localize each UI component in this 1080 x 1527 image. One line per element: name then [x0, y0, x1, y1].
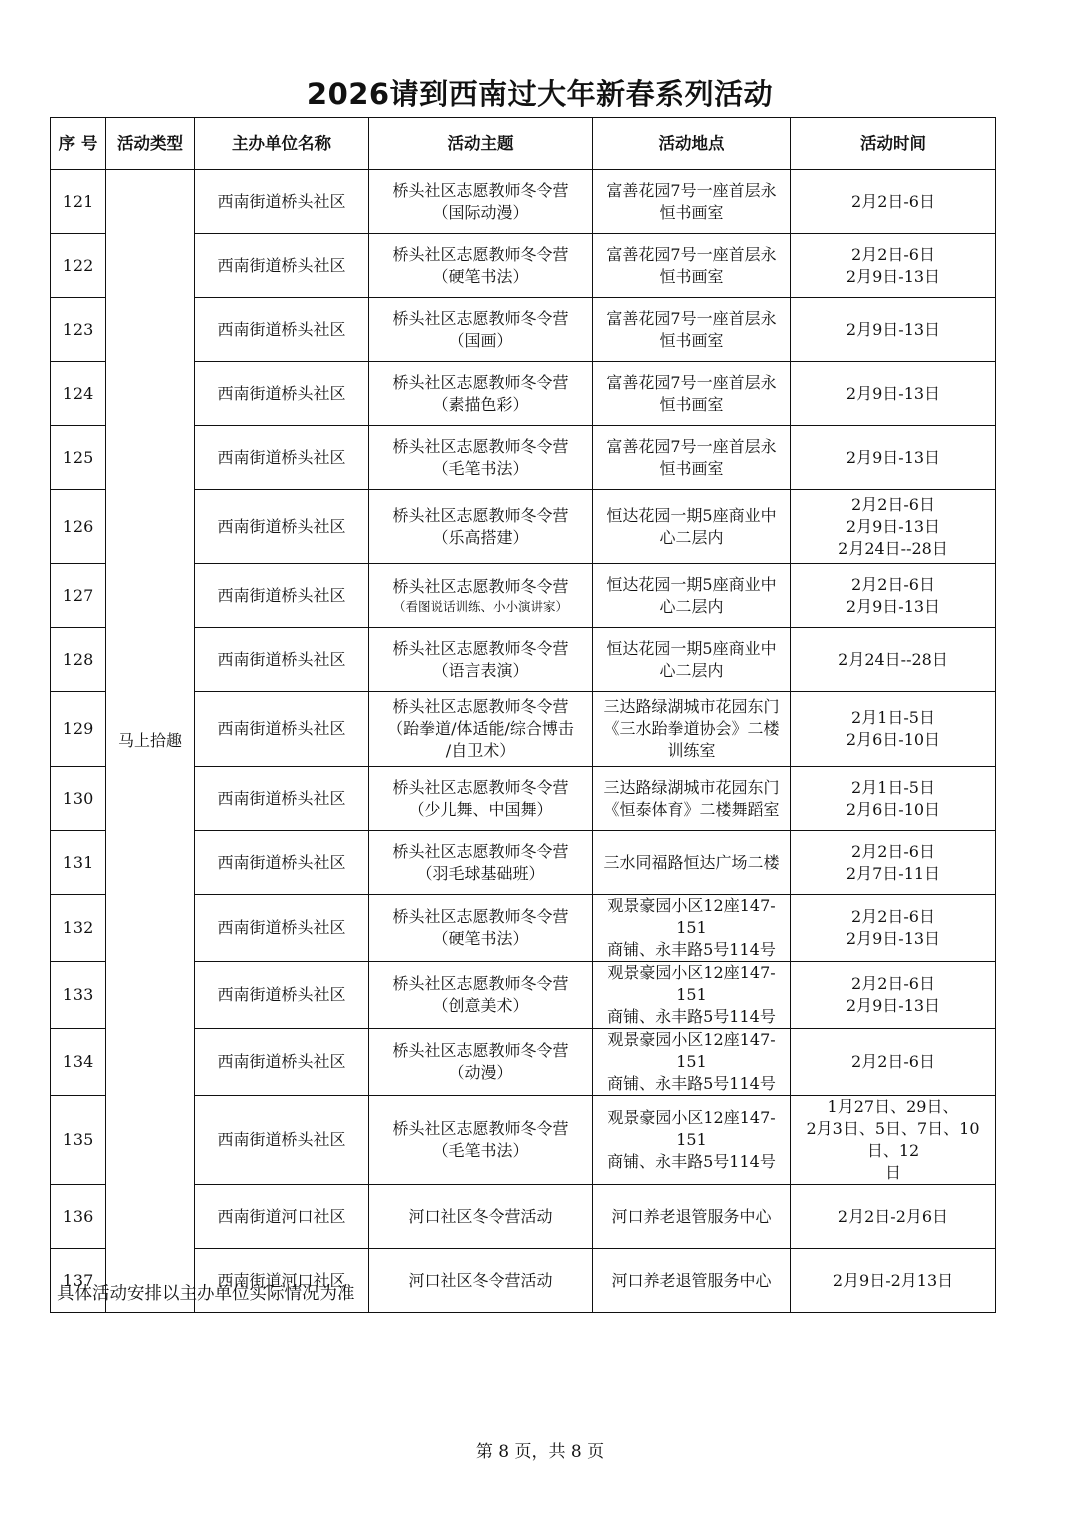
location-cell-line: 训练室 — [667, 741, 716, 760]
location-cell — [593, 1096, 791, 1185]
time-cell-line: 2月9日-13日 — [845, 447, 941, 467]
time-cell — [791, 298, 996, 362]
theme-cell-line: （毛笔书法） — [432, 1141, 529, 1160]
location-cell-line: 商铺、永丰路5号114号 — [607, 1152, 776, 1171]
theme-cell — [369, 1096, 593, 1185]
theme-cell-line: 桥头社区志愿教师冬令营 — [392, 841, 569, 861]
location-cell-line: 富善花园7号一座首层永 — [606, 180, 777, 200]
organizer-cell: 西南街道桥头社区 — [195, 628, 369, 692]
table-row — [51, 170, 996, 234]
organizer-cell: 西南街道桥头社区 — [195, 426, 369, 490]
row-number-cell: 137 — [51, 1249, 106, 1313]
row-number-cell: 123 — [51, 298, 106, 362]
theme-cell-line: （硬笔书法） — [432, 266, 529, 286]
time-cell — [791, 1096, 996, 1185]
time-cell-line: 2月1日-5日 — [851, 777, 935, 797]
row-number-cell: 121 — [51, 170, 106, 234]
header-seq-line-2: 号 — [80, 134, 98, 153]
theme-cell-line: （国际动漫） — [432, 202, 529, 222]
theme-cell — [369, 628, 593, 692]
location-cell — [593, 1185, 791, 1249]
row-number-cell: 131 — [51, 831, 106, 895]
location-cell-line: 观景豪园小区12座147-151 — [607, 963, 776, 1004]
theme-cell-line: 桥头社区志愿教师冬令营 — [392, 436, 569, 456]
time-cell-line: 2月9日-13日 — [845, 383, 941, 403]
theme-cell-line: 桥头社区志愿教师冬令营 — [392, 577, 569, 596]
header-time: 活动时间 — [791, 118, 996, 170]
location-cell-line: 富善花园7号一座首层永 — [606, 308, 777, 328]
theme-cell — [369, 170, 593, 234]
row-number-cell: 133 — [51, 962, 106, 1029]
time-cell-line: 2月9日-13日 — [845, 266, 941, 286]
theme-cell-line: （乐高搭建） — [432, 527, 529, 547]
theme-cell — [369, 831, 593, 895]
row-number-cell: 130 — [51, 767, 106, 831]
organizer-cell: 西南街道桥头社区 — [195, 298, 369, 362]
theme-cell — [369, 362, 593, 426]
theme-cell-line: 桥头社区志愿教师冬令营 — [392, 505, 569, 525]
location-cell — [593, 564, 791, 628]
time-cell — [791, 831, 996, 895]
time-cell-line: 1月27日、29日、 — [827, 1097, 959, 1116]
theme-cell-line: 桥头社区志愿教师冬令营 — [392, 244, 569, 264]
row-number-cell: 122 — [51, 234, 106, 298]
theme-cell — [369, 895, 593, 962]
location-cell — [593, 767, 791, 831]
theme-cell-line: （动漫） — [448, 1063, 513, 1082]
time-cell-line: 2月2日-6日 — [851, 574, 935, 594]
location-cell-line: 商铺、永丰路5号114号 — [607, 940, 776, 959]
time-cell-line: 2月9日-13日 — [845, 596, 941, 616]
location-cell-line: 恒达花园一期5座商业中 — [606, 638, 777, 658]
theme-cell-line: （语言表演） — [432, 660, 529, 680]
theme-cell-line: 桥头社区志愿教师冬令营 — [392, 1119, 569, 1138]
theme-cell-line: （硬笔书法） — [432, 929, 529, 948]
theme-cell-line: （看图说话训练、小小演讲家） — [392, 599, 568, 614]
location-cell — [593, 490, 791, 564]
activity-table — [50, 117, 996, 1313]
organizer-cell: 西南街道桥头社区 — [195, 490, 369, 564]
theme-cell — [369, 490, 593, 564]
time-cell — [791, 767, 996, 831]
organizer-cell: 西南街道桥头社区 — [195, 895, 369, 962]
row-number-cell: 125 — [51, 426, 106, 490]
theme-cell-line: 桥头社区志愿教师冬令营 — [392, 372, 569, 392]
location-cell-line: 心二层内 — [659, 527, 724, 547]
time-cell — [791, 234, 996, 298]
location-cell-line: 三达路绿湖城市花园东门 — [603, 777, 780, 797]
organizer-cell: 西南街道桥头社区 — [195, 1096, 369, 1185]
time-cell — [791, 1185, 996, 1249]
organizer-cell: 西南街道河口社区 — [195, 1249, 369, 1313]
header-type: 活动类型 — [106, 118, 195, 170]
theme-cell-line: 河口社区冬令营活动 — [408, 1206, 553, 1226]
time-cell-line: 2月9日-13日 — [845, 929, 941, 948]
time-cell — [791, 962, 996, 1029]
row-number-cell: 124 — [51, 362, 106, 426]
time-cell-line: 2月2日-2月6日 — [837, 1206, 949, 1226]
organizer-cell: 西南街道河口社区 — [195, 1185, 369, 1249]
time-cell-line: 2月24日--28日 — [838, 649, 948, 669]
location-cell-line: 恒书画室 — [659, 458, 724, 478]
location-cell-line: 商铺、永丰路5号114号 — [607, 1074, 776, 1093]
theme-cell-line: /自卫术） — [445, 741, 516, 760]
theme-cell — [369, 1185, 593, 1249]
theme-cell-line: （羽毛球基础班） — [416, 863, 545, 883]
theme-cell-line: （跆拳道/体适能/综合博击 — [387, 719, 574, 738]
time-cell — [791, 170, 996, 234]
location-cell-line: 恒书画室 — [659, 394, 724, 414]
location-cell — [593, 1029, 791, 1096]
location-cell-line: 河口养老退管服务中心 — [611, 1270, 772, 1290]
theme-cell — [369, 767, 593, 831]
theme-cell-line: 桥头社区志愿教师冬令营 — [392, 180, 569, 200]
theme-cell-line: （毛笔书法） — [432, 458, 529, 478]
time-cell-line: 2月9日-2月13日 — [832, 1270, 954, 1290]
organizer-cell: 西南街道桥头社区 — [195, 234, 369, 298]
time-cell — [791, 426, 996, 490]
organizer-cell: 西南街道桥头社区 — [195, 767, 369, 831]
time-cell — [791, 490, 996, 564]
theme-cell — [369, 298, 593, 362]
time-cell — [791, 895, 996, 962]
header-org: 主办单位名称 — [195, 118, 369, 170]
footnote: 具体活动安排以主办单位实际情况为准 — [57, 1284, 355, 1304]
time-cell-line: 2月9日-13日 — [845, 516, 941, 536]
theme-cell — [369, 564, 593, 628]
location-cell-line: 观景豪园小区12座147-151 — [607, 896, 776, 937]
location-cell — [593, 170, 791, 234]
theme-cell-line: （创意美术） — [432, 996, 529, 1015]
location-cell — [593, 692, 791, 767]
theme-cell-line: （素描色彩） — [432, 394, 529, 414]
location-cell — [593, 362, 791, 426]
theme-cell-line: 桥头社区志愿教师冬令营 — [392, 638, 569, 658]
time-cell — [791, 362, 996, 426]
time-cell-line: 日 — [884, 1163, 901, 1182]
time-cell-line: 2月2日-6日 — [851, 1052, 935, 1071]
row-number-cell: 127 — [51, 564, 106, 628]
location-cell-line: 恒达花园一期5座商业中 — [606, 574, 777, 594]
time-cell-line: 2月1日-5日 — [851, 708, 935, 727]
theme-cell-line: 河口社区冬令营活动 — [408, 1270, 553, 1290]
page-title: 2026请到西南过大年新春系列活动 — [306, 77, 774, 111]
time-cell-line: 2月6日-10日 — [845, 799, 941, 819]
time-cell — [791, 1249, 996, 1313]
location-cell-line: 恒书画室 — [659, 330, 724, 350]
header-row — [51, 118, 996, 170]
location-cell-line: 富善花园7号一座首层永 — [606, 244, 777, 264]
theme-cell — [369, 426, 593, 490]
time-cell-line: 2月24日--28日 — [838, 538, 948, 558]
location-cell-line: 观景豪园小区12座147-151 — [607, 1108, 776, 1149]
location-cell-line: 河口养老退管服务中心 — [611, 1206, 772, 1226]
row-number-cell: 128 — [51, 628, 106, 692]
location-cell-line: 富善花园7号一座首层永 — [606, 372, 777, 392]
header-seq — [51, 118, 106, 170]
time-cell — [791, 564, 996, 628]
time-cell — [791, 1029, 996, 1096]
time-cell-line: 2月2日-6日 — [851, 244, 935, 264]
time-cell-line: 2月2日-6日 — [851, 191, 935, 211]
header-seq-line-1: 序 — [58, 134, 76, 153]
theme-cell-line: 桥头社区志愿教师冬令营 — [392, 697, 569, 716]
organizer-cell: 西南街道桥头社区 — [195, 962, 369, 1029]
time-cell-line: 2月9日-13日 — [845, 996, 941, 1015]
location-cell — [593, 298, 791, 362]
theme-cell-line: 桥头社区志愿教师冬令营 — [392, 974, 569, 993]
theme-cell-line: （少儿舞、中国舞） — [408, 799, 553, 819]
row-number-cell: 135 — [51, 1096, 106, 1185]
time-cell-line: 2月2日-6日 — [851, 841, 935, 861]
location-cell-line: 《三水跆拳道协会》二楼 — [603, 719, 780, 738]
header-place: 活动地点 — [593, 118, 791, 170]
location-cell-line: 心二层内 — [659, 596, 724, 616]
location-cell-line: 三水同福路恒达广场二楼 — [603, 852, 780, 872]
organizer-cell: 西南街道桥头社区 — [195, 1029, 369, 1096]
location-cell-line: 观景豪园小区12座147-151 — [607, 1030, 776, 1071]
location-cell-line: 富善花园7号一座首层永 — [606, 436, 777, 456]
row-number-cell: 136 — [51, 1185, 106, 1249]
location-cell-line: 三达路绿湖城市花园东门 — [603, 697, 780, 716]
time-cell-line: 2月6日-10日 — [845, 730, 941, 749]
time-cell-line: 2月2日-6日 — [851, 907, 935, 926]
organizer-cell: 西南街道桥头社区 — [195, 831, 369, 895]
theme-cell — [369, 1029, 593, 1096]
row-number-cell: 132 — [51, 895, 106, 962]
location-cell — [593, 1249, 791, 1313]
organizer-cell: 西南街道桥头社区 — [195, 564, 369, 628]
location-cell-line: 恒书画室 — [659, 266, 724, 286]
location-cell — [593, 234, 791, 298]
location-cell-line: 《恒泰体育》二楼舞蹈室 — [603, 799, 780, 819]
header-theme: 活动主题 — [369, 118, 593, 170]
location-cell — [593, 895, 791, 962]
activity-type-cell: 马上拾趣 — [106, 170, 195, 1313]
location-cell-line: 恒达花园一期5座商业中 — [606, 505, 777, 525]
time-cell-line: 2月3日、5日、7日、10日、12 — [806, 1119, 980, 1160]
theme-cell — [369, 234, 593, 298]
theme-cell-line: 桥头社区志愿教师冬令营 — [392, 1041, 569, 1060]
time-cell-line: 2月7日-11日 — [845, 863, 941, 883]
location-cell-line: 恒书画室 — [659, 202, 724, 222]
theme-cell-line: （国画） — [448, 330, 513, 350]
location-cell — [593, 426, 791, 490]
location-cell — [593, 962, 791, 1029]
time-cell — [791, 628, 996, 692]
theme-cell-line: 桥头社区志愿教师冬令营 — [392, 308, 569, 328]
time-cell-line: 2月2日-6日 — [851, 974, 935, 993]
theme-cell — [369, 692, 593, 767]
page-footer: 第 8 页，共 8 页 — [475, 1442, 605, 1462]
time-cell-line: 2月2日-6日 — [851, 494, 935, 514]
location-cell-line: 心二层内 — [659, 660, 724, 680]
theme-cell — [369, 1249, 593, 1313]
organizer-cell: 西南街道桥头社区 — [195, 170, 369, 234]
row-number-cell: 134 — [51, 1029, 106, 1096]
location-cell-line: 商铺、永丰路5号114号 — [607, 1007, 776, 1026]
organizer-cell: 西南街道桥头社区 — [195, 692, 369, 767]
location-cell — [593, 628, 791, 692]
location-cell — [593, 831, 791, 895]
time-cell-line: 2月9日-13日 — [845, 319, 941, 339]
row-number-cell: 129 — [51, 692, 106, 767]
theme-cell — [369, 962, 593, 1029]
row-number-cell: 126 — [51, 490, 106, 564]
theme-cell-line: 桥头社区志愿教师冬令营 — [392, 907, 569, 926]
time-cell — [791, 692, 996, 767]
theme-cell-line: 桥头社区志愿教师冬令营 — [392, 777, 569, 797]
organizer-cell: 西南街道桥头社区 — [195, 362, 369, 426]
